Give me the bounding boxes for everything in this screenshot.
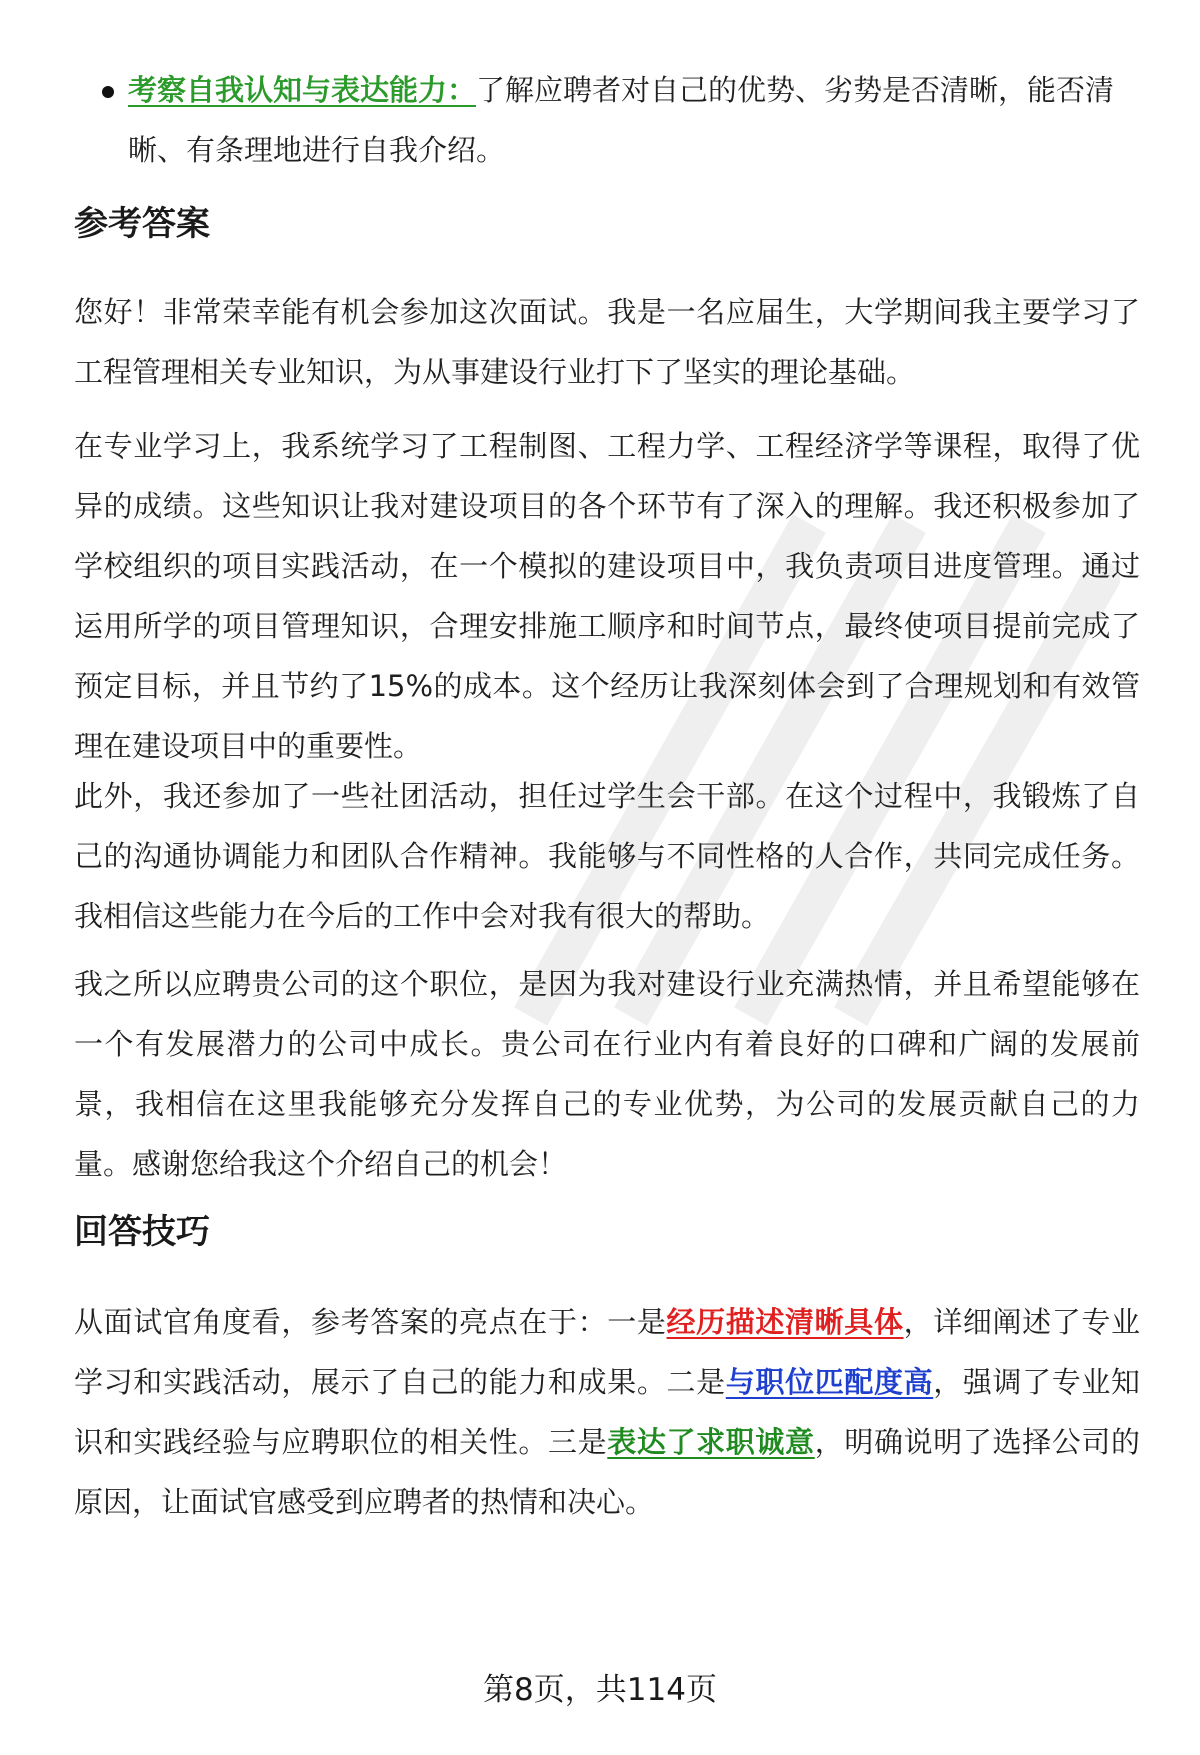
bullet-highlight: 考察自我认知与表达能力：	[128, 73, 477, 107]
bullet-dot-icon	[102, 86, 114, 98]
tips-text-3: ，强调了专业知识和实践经验与应聘职位的相关性。三是	[74, 1365, 1140, 1459]
answer-paragraph-2: 在专业学习上，我系统学习了工程制图、工程力学、工程经济学等课程，取得了优异的成绩。这些知识让我对建设项目的各个环节有了深入的理解。我还积极参加了学校组织的项目实践活动，在一个模拟的建设项目中，我负责项目进度管理。通过运用所学的项目管理知识，合理安排施工顺序和时间节点，最终使项目提前完成了预定目标，并且节约了15%的成本。这个经历让我深刻体会到了合理规划和有效管理在建设项目中的重要性。	[74, 429, 1140, 763]
bullet-item	[128, 60, 1140, 180]
tips-highlight-3: 表达了求职诚意	[607, 1425, 815, 1459]
tips-highlight-1: 经历描述清晰具体	[666, 1305, 904, 1339]
answer-paragraph-4: 我之所以应聘贵公司的这个职位，是因为我对建设行业充满热情，并且希望能够在一个有发展潜力的公司中成长。贵公司在行业内有着良好的口碑和广阔的发展前景，我相信在这里我能够充分发挥自己的专业优势，为公司的发展贡献自己的力量。感谢您给我这个介绍自己的机会！	[74, 967, 1140, 1181]
answer-paragraph-3: 此外，我还参加了一些社团活动，担任过学生会干部。在这个过程中，我锻炼了自己的沟通协调能力和团队合作精神。我能够与不同性格的人合作，共同完成任务。我相信这些能力在今后的工作中会对我有很大的帮助。	[74, 779, 1140, 933]
tips-paragraph	[74, 1292, 1140, 1532]
document-page	[74, 0, 1140, 1755]
tips-heading: 回答技巧	[74, 1212, 210, 1252]
answer-heading: 参考答案	[74, 204, 210, 244]
page-number: 第8页，共114页	[483, 1672, 717, 1708]
tips-text-4: ，明确说明了选择公司的原因，让面试官感受到应聘者的热情和决心。	[74, 1425, 1140, 1519]
tips-text-1: 从面试官角度看，参考答案的亮点在于：一是	[74, 1305, 667, 1339]
tips-text-2: ，详细阐述了专业学习和实践活动，展示了自己的能力和成果。二是	[74, 1305, 1140, 1399]
answer-paragraph-1: 您好！非常荣幸能有机会参加这次面试。我是一名应届生，大学期间我主要学习了工程管理相关专业知识，为从事建设行业打下了坚实的理论基础。	[74, 295, 1140, 389]
bullet-text: 了解应聘者对自己的优势、劣势是否清晰，能否清晰、有条理地进行自我介绍。	[128, 73, 1115, 167]
tips-highlight-2: 与职位匹配度高	[725, 1365, 934, 1399]
